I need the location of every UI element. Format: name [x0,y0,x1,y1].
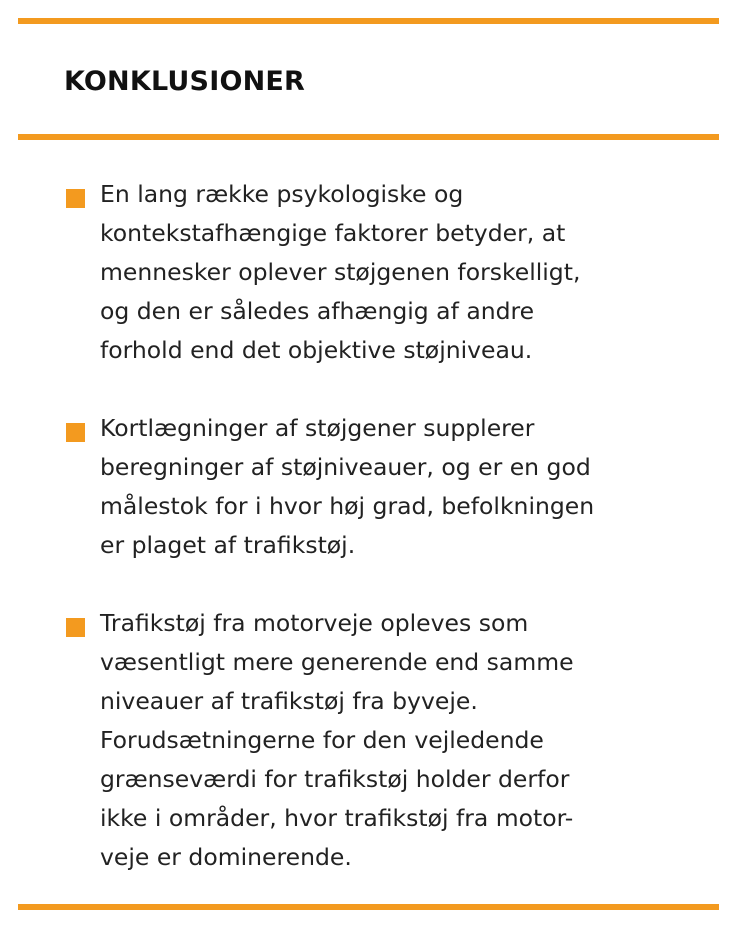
square-bullet-icon [66,423,85,442]
top-divider [18,18,719,24]
list-item [64,604,704,877]
box-title: KONKLUSIONER [64,66,306,97]
list-item-text: Kortlægninger af støjgener supplerer beregninger af støjniveauer, og er en god målestok for i hvor høj grad, befolkningen er plaget af trafikstøj. [100,414,595,559]
conclusion-list [64,175,704,877]
list-item [64,409,704,565]
list-item [64,175,704,370]
bottom-divider [18,904,719,910]
square-bullet-icon [66,618,85,637]
list-item-text: En lang række psykologiske og kontekstafhængige faktorer betyder, at mennesker oplever støjgenen forskelligt, og den er således afhængig af andre forhold end det objektive støjniveau. [100,180,581,364]
square-bullet-icon [66,189,85,208]
list-item-text: Trafikstøj fra motorveje opleves som væsentligt mere generende end samme niveauer af trafikstøj fra byveje. Forudsætningerne for den vejledende grænseværdi for trafikstøj holder derfor ikke i områder, hvor trafikstøj fra motor- veje er dominerende. [100,609,574,871]
title-divider [18,134,719,140]
